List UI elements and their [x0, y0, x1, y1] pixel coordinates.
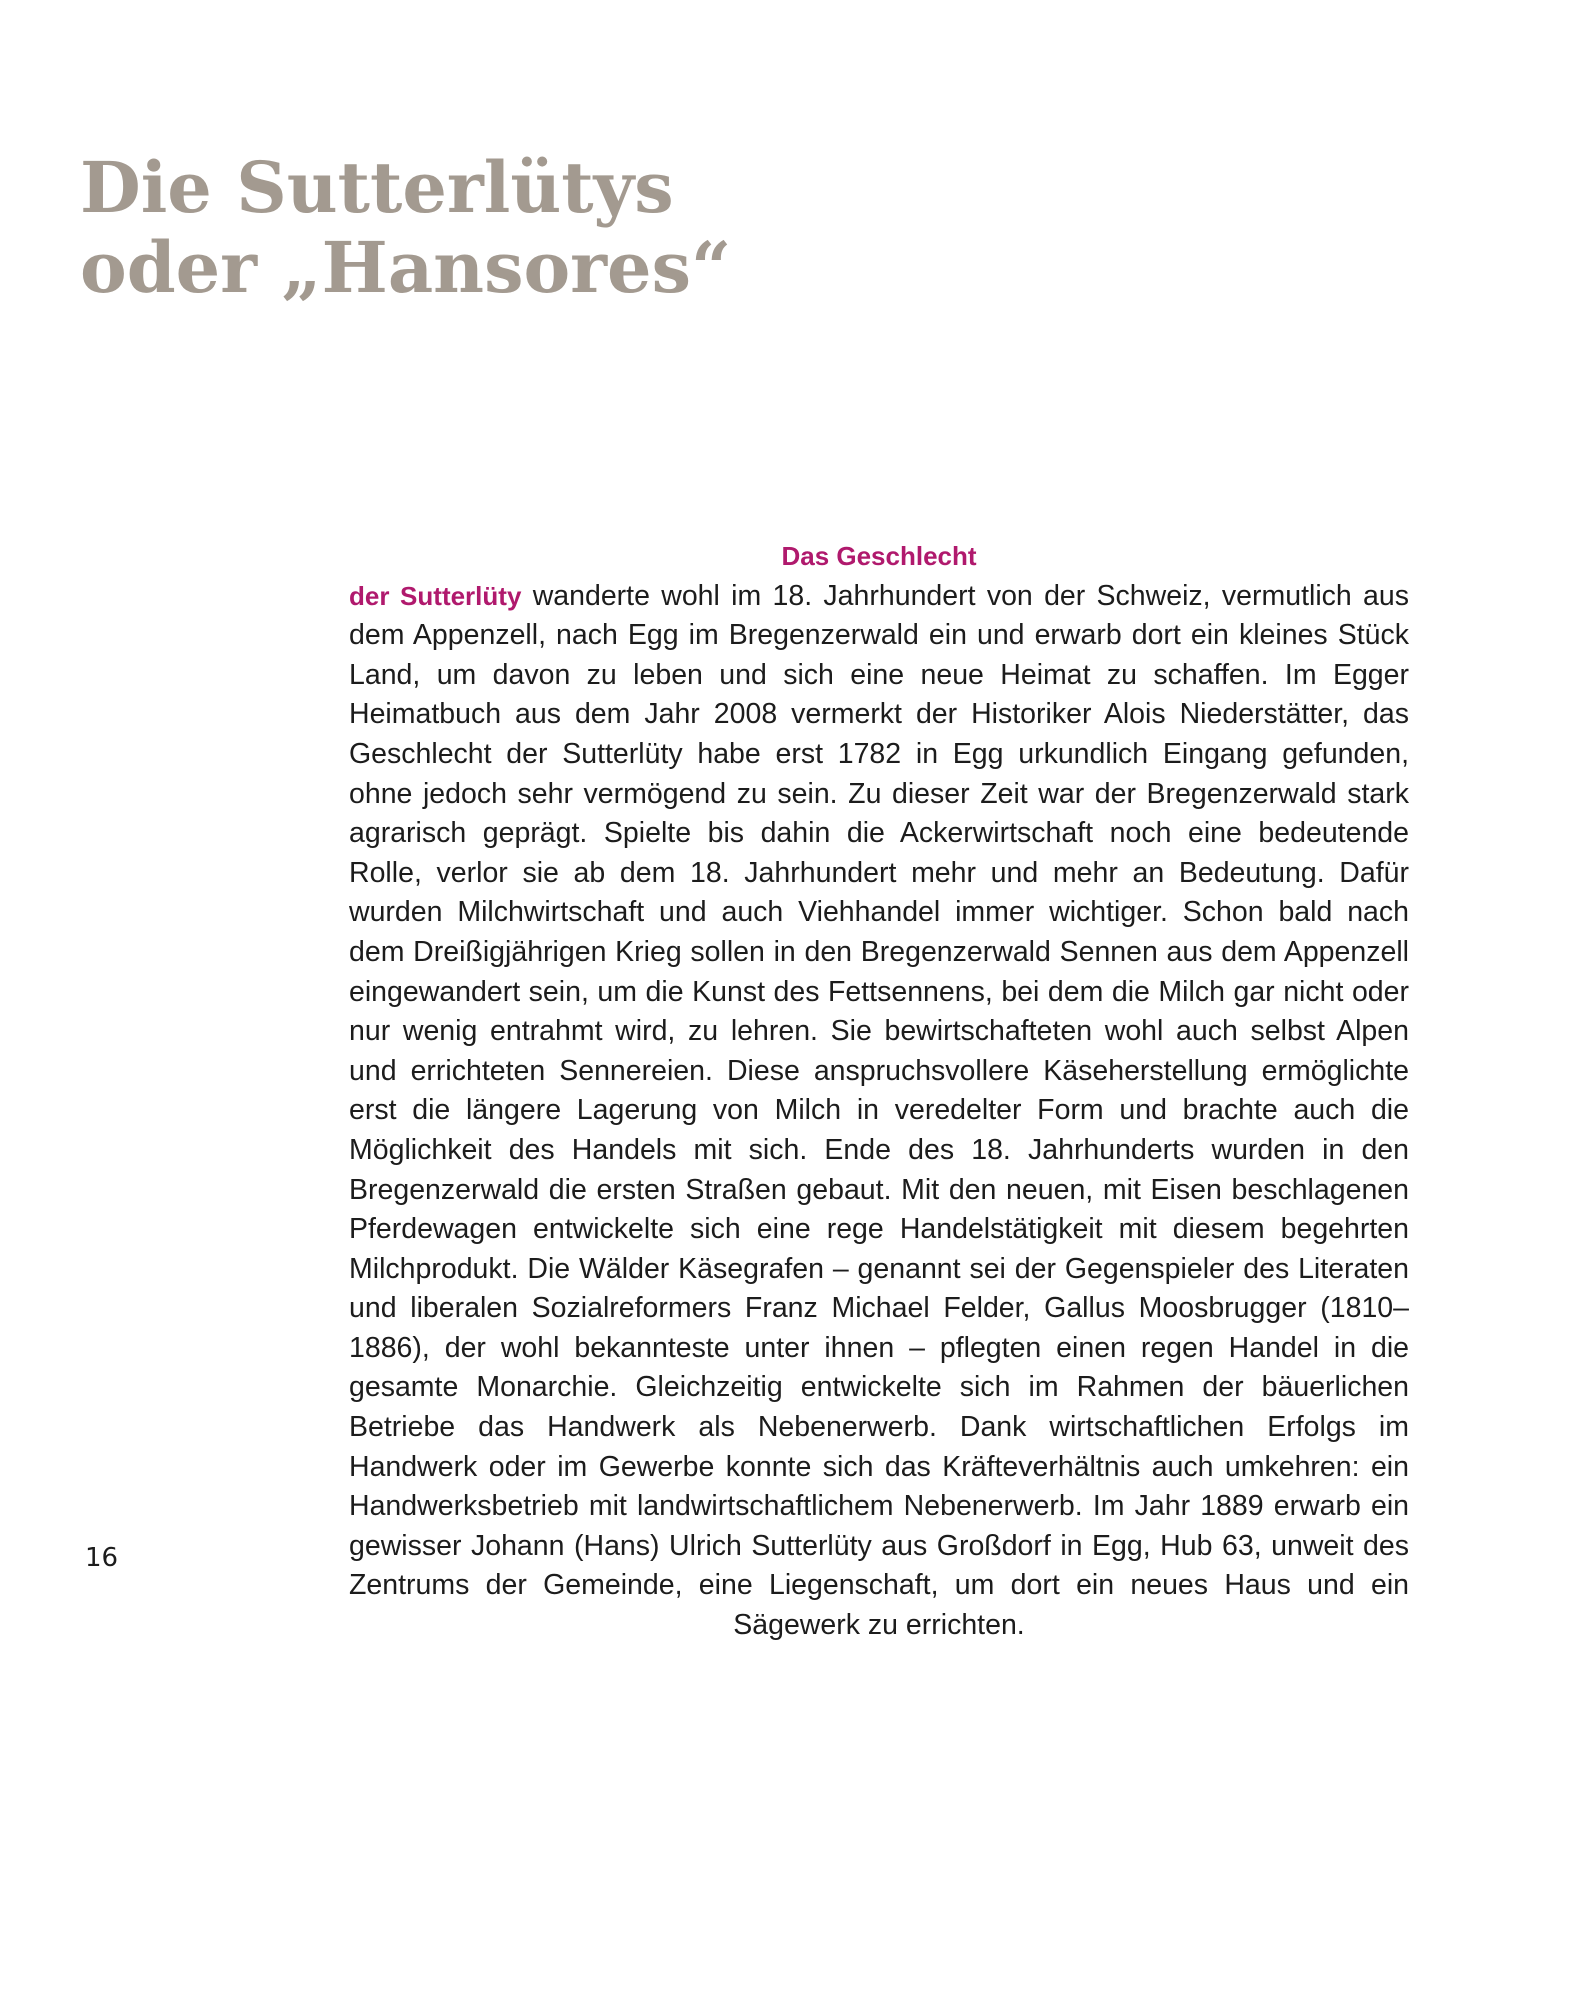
page-number: 16: [85, 1543, 119, 1573]
lead-in-line-1: Das Geschlecht: [781, 541, 977, 571]
lead-in-line-2: der Sutterlüty: [349, 580, 522, 611]
body-paragraph: [349, 537, 1409, 1646]
chapter-title-line-2: oder „Hansores“: [80, 226, 732, 309]
chapter-title: [80, 148, 731, 308]
body-text: wanderte wohl im 18. Jahrhundert von der Schweiz, vermutlich aus dem Appenzell, nach Egg im Bregenzerwald ein und erwarb dort ein kleines Stück Land, um davon zu leben und sich eine neue Heimat zu schaffen. Im Egger Heimatbuch aus dem Jahr 2008 vermerkt der Historiker Alois Niederstätter, das Geschlecht der Sutterlüty habe erst 1782 in Egg urkundlich Eingang gefunden, ohne jedoch sehr vermögend zu sein. Zu dieser Zeit war der Bregenzerwald stark agrarisch geprägt. Spielte bis dahin die Ackerwirtschaft noch eine bedeutende Rolle, verlor sie ab dem 18. Jahrhundert mehr und mehr an Bedeutung. Dafür wurden Milchwirtschaft und auch Viehhandel immer wichtiger. Schon bald nach dem Dreißigjährigen Krieg sollen in den Bregenzerwald Sennen aus dem Appenzell eingewandert sein, um die Kunst des Fettsennens, bei dem die Milch gar nicht oder nur wenig entrahmt wird, zu lehren. Sie bewirtschafteten wohl auch selbst Alpen und errichteten Sennereien. Diese anspruchsvollere Käseherstellung ermöglichte erst die längere Lagerung von Milch in veredelter Form und brachte auch die Möglichkeit des Handels mit sich. Ende des 18. Jahrhunderts wurden in den Bregenzerwald die ersten Straßen gebaut. Mit den neuen, mit Eisen beschlagenen Pferdewagen entwickelte sich eine rege Handelstätigkeit mit diesem begehrten Milchprodukt. Die Wälder Käsegrafen – genannt sei der Gegenspieler des Literaten und liberalen Sozialreformers Franz Michael Felder, Gallus Moosbrugger (1810–1886), der wohl bekannteste unter ihnen – pflegten einen regen Handel in die gesamte Monarchie. Gleichzeitig entwickelte sich im Rahmen der bäuerlichen Betriebe das Handwerk als Nebenerwerb. Dank wirtschaftlichen Erfolgs im Handwerk oder im Gewerbe konnte sich das Kräfteverhältnis auch umkehren: ein Handwerksbetrieb mit landwirtschaftlichem Nebenerwerb. Im Jahr 1889 erwarb ein gewisser Johann (Hans) Ulrich Sutterlüty aus Großdorf in Egg, Hub 63, unweit des Zentrums der Gemeinde, eine Liegenschaft, um dort ein neues Haus und ein Sägewerk zu errichten.: [349, 579, 1409, 1642]
chapter-title-line-1: Die Sutterlütys: [80, 146, 674, 229]
